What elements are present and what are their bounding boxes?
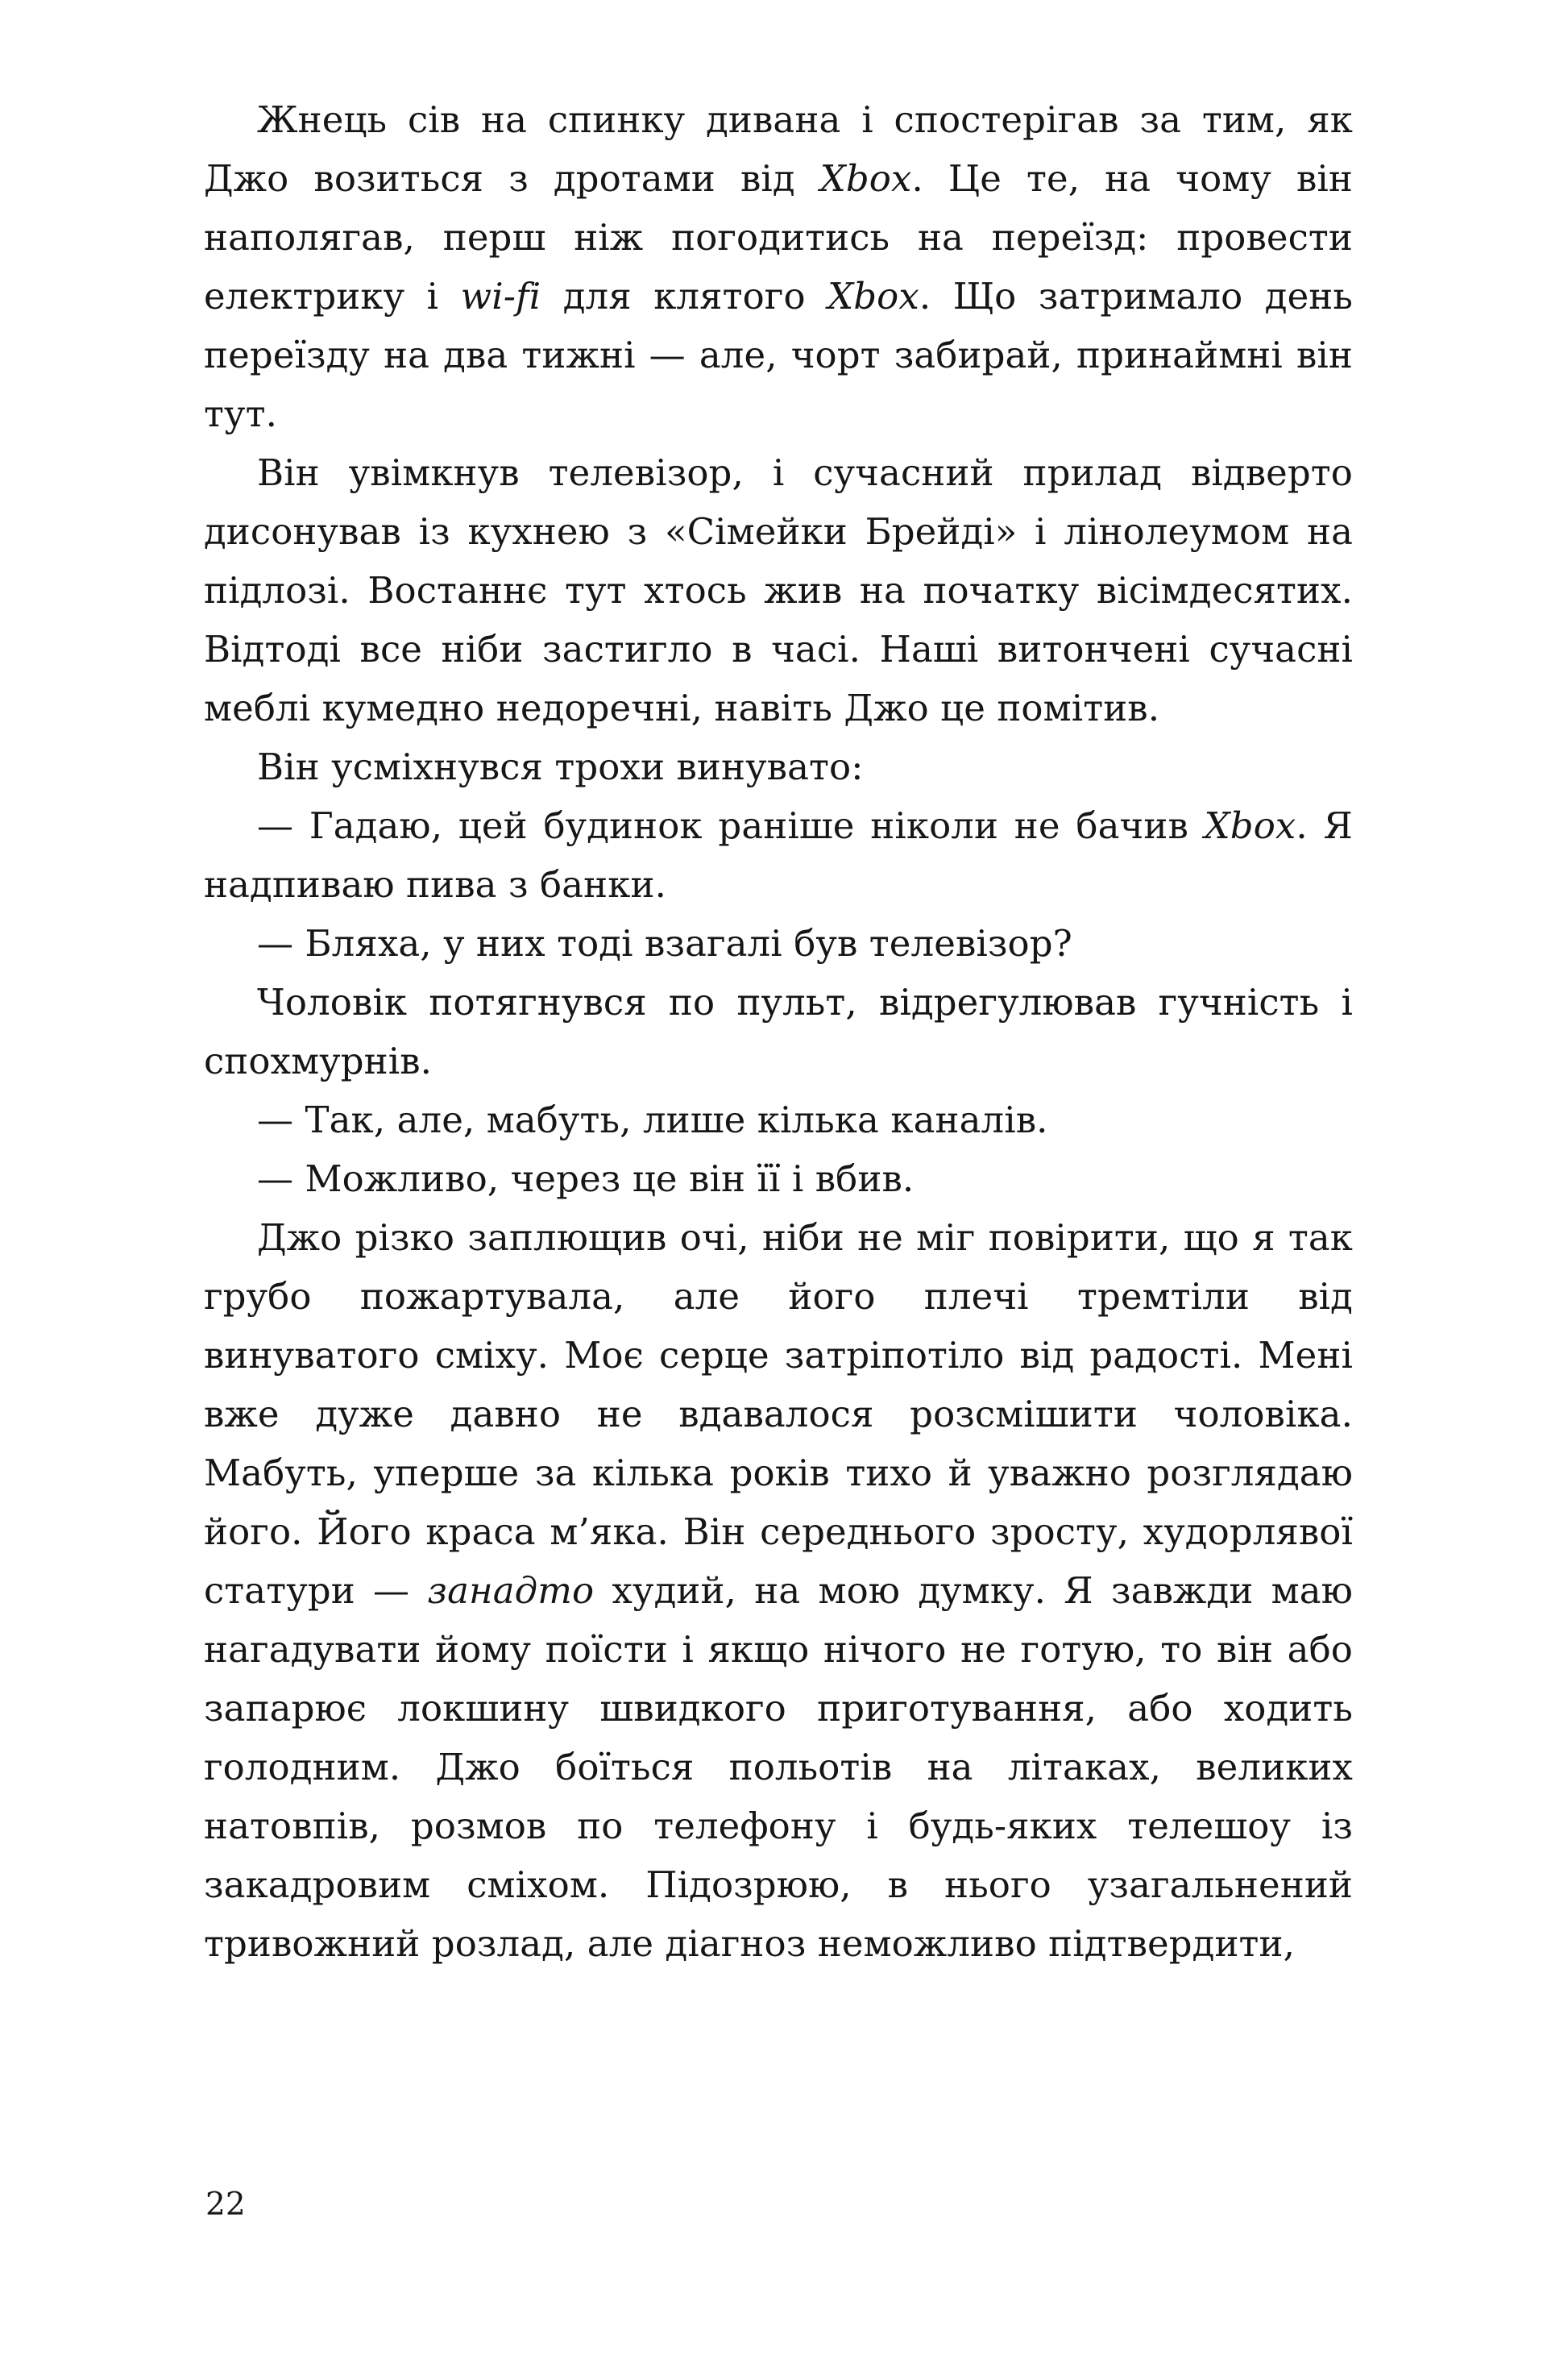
text-segment: Він усміхнувся трохи винувато: — [257, 746, 864, 788]
paragraph — [204, 1090, 1353, 1149]
paragraph — [204, 914, 1353, 973]
italic-text: Xbox — [827, 275, 919, 318]
text-segment: — Гадаю, цей будинок раніше ніколи не бачив — [257, 804, 1205, 847]
text-segment: Джо різко заплющив очі, ніби не міг повірити, що я так грубо пожартувала, але його плечі тремтіли від винуватого сміху. Моє серце затріпотіло від радості. Мені вже дуже давно не вдавалося розсмішити чоловіка. Мабуть, уперше за кілька років тихо й уважно розглядаю його. Його краса м’яка. Він середнього зросту, худорлявої статури — — [204, 1216, 1353, 1612]
text-segment: — Бляха, у них тоді взагалі був телевізор? — [257, 922, 1072, 965]
paragraph — [204, 1149, 1353, 1208]
paragraph — [204, 973, 1353, 1090]
text-segment: для клятого — [541, 275, 828, 318]
paragraph — [204, 737, 1353, 796]
text-segment: Чоловік потягнувся по пульт, відрегулював гучність і спохмурнів. — [204, 981, 1353, 1082]
italic-text: Xbox — [819, 157, 912, 200]
paragraph — [204, 796, 1353, 914]
text-segment: Жнець сів на спинку дивана і спостерігав за тим, як Джо возиться з дротами від — [204, 98, 1353, 200]
text-segment: . Це те, на чому він наполягав, перш ніж погодитись на переїзд: провести електрику і — [204, 157, 1353, 318]
text-segment: Він увімкнув телевізор, і сучасний прилад відверто дисонував із кухнею з «Сімейки Брейді» і лінолеумом на підлозі. Востаннє тут хтось жив на початку вісімдесятих. Відтоді все ніби застигло в часі. Наші витончені сучасні меблі кумедно недоречні, навіть Джо це помітив. — [204, 451, 1353, 729]
paragraph — [204, 443, 1353, 737]
paragraph — [204, 90, 1353, 443]
text-segment: — Так, але, мабуть, лише кілька каналів. — [257, 1099, 1048, 1141]
italic-text: wi-fi — [460, 275, 541, 318]
italic-text: Xbox — [1204, 804, 1296, 847]
text-segment: . Я надпиваю пива з банки. — [204, 804, 1353, 906]
paragraph — [204, 1208, 1353, 1973]
page-number: 22 — [205, 2187, 246, 2223]
italic-text: занадто — [427, 1569, 595, 1612]
text-segment: . Що затримало день переїзду на два тижні — але, чорт забирай, принаймні він тут. — [204, 275, 1353, 435]
text-block — [204, 90, 1353, 1973]
text-segment: худий, на мою думку. Я завжди маю нагадувати йому поїсти і якщо нічого не готую, то він або запарює локшину швидкого приготування, або ходить голодним. Джо боїться польотів на літаках, великих натовпів, розмов по телефону і будь-яких телешоу із закадровим сміхом. Підозрюю, в нього узагальнений тривожний розлад, але діагноз неможливо підтвердити, — [204, 1569, 1353, 1965]
text-segment: — Можливо, через це він її і вбив. — [257, 1157, 915, 1200]
